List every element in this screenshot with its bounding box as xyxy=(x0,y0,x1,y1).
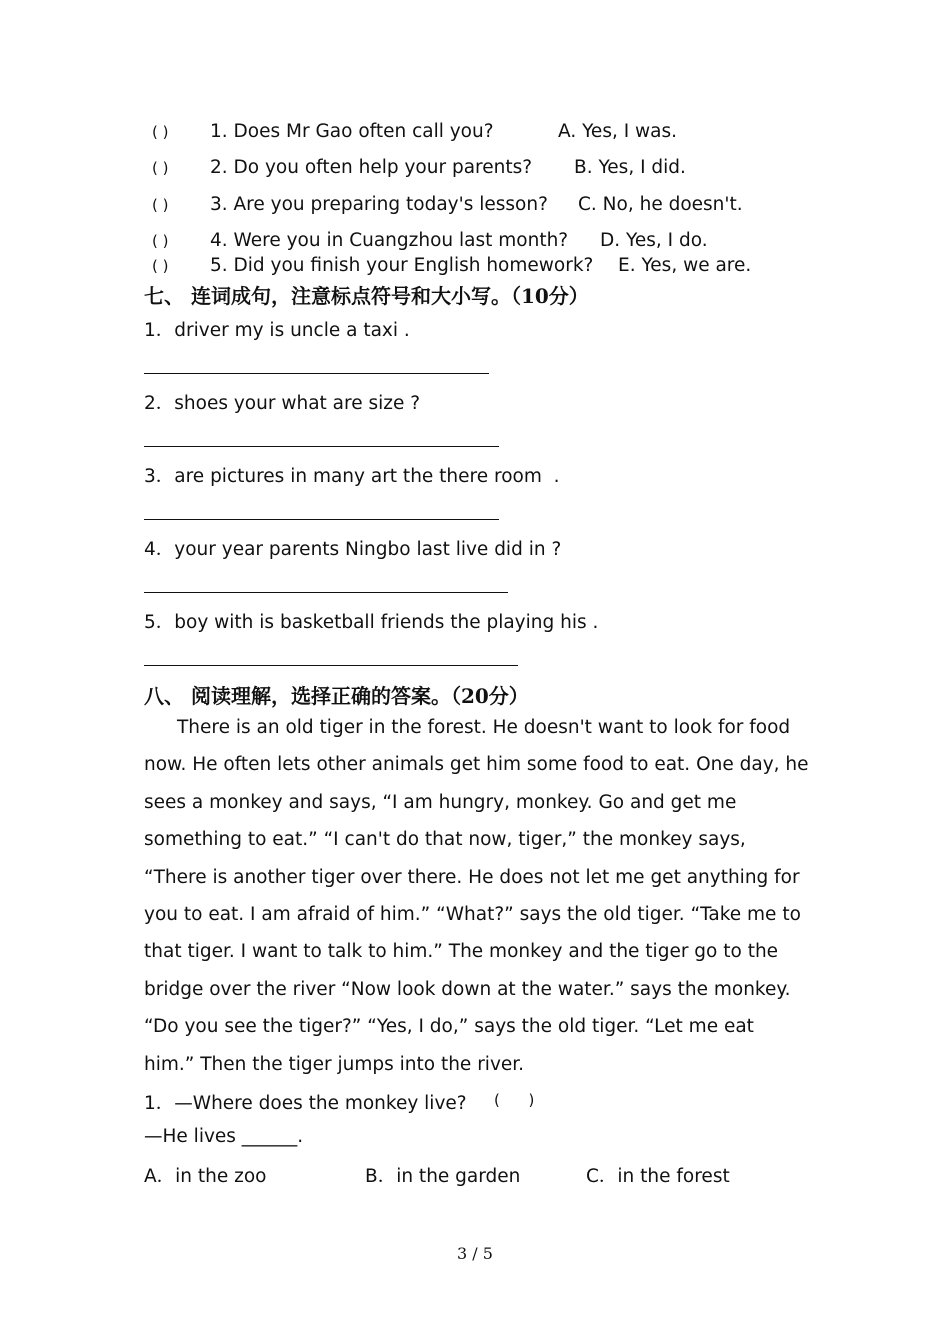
answer-line[interactable] xyxy=(144,665,518,666)
option-a[interactable]: A．in the zoo xyxy=(144,1166,267,1187)
match-question: 1. Does Mr Gao often call you? xyxy=(210,121,494,142)
question-blank-line: —He lives ______. xyxy=(144,1126,304,1147)
question-text: 1．—Where does the monkey live? xyxy=(144,1093,467,1114)
answer-bracket: ( ) xyxy=(152,196,169,214)
answer-bracket: ( ) xyxy=(494,1091,535,1109)
match-question: 4. Were you in Cuangzhou last month? xyxy=(210,230,569,251)
match-question: 3. Are you preparing today's lesson? xyxy=(210,194,548,215)
sentence-item: 2．shoes your what are size ? xyxy=(144,393,421,414)
option-b[interactable]: B．in the garden xyxy=(365,1166,521,1187)
page-number: 3 / 5 xyxy=(457,1244,493,1263)
section-title: 八、 阅读理解，选择正确的答案。（20分） xyxy=(144,684,529,708)
match-question: 2. Do you often help your parents? xyxy=(210,157,533,178)
match-answer: A. Yes, I was. xyxy=(558,121,678,142)
answer-line[interactable] xyxy=(144,519,499,520)
sentence-item: 4．your year parents Ningbo last live did in ? xyxy=(144,539,562,560)
match-answer: E. Yes, we are. xyxy=(618,255,752,276)
answer-line[interactable] xyxy=(144,373,489,374)
answer-bracket: ( ) xyxy=(152,232,169,250)
match-answer: B. Yes, I did. xyxy=(574,157,686,178)
section-title: 七、 连词成句，注意标点符号和大小写。（10分） xyxy=(144,284,589,308)
reading-passage: There is an old tiger in the forest. He doesn't want to look for food now. He often lets other animals get him some food to eat. One day, he sees a monkey and says, “I am hungry, monkey. Go and get me something to eat.” “I can't do that now, tiger,” the monkey says, “There is another tiger over there. He does not let me get anything for you to eat. I am afraid of him.” “What?” says the old tiger. “Take me to that tiger. I want to talk to him.” The monkey and the tiger go to the bridge over the river “Now look down at the water.” says the monkey. “Do you see the tiger?” “Yes, I do,” says the old tiger. “Let me eat him.” Then the tiger jumps into the river. xyxy=(144,717,809,1075)
answer-bracket: ( ) xyxy=(152,159,169,177)
answer-line[interactable] xyxy=(144,446,499,447)
match-answer: C. No, he doesn't. xyxy=(578,194,743,215)
option-c[interactable]: C．in the forest xyxy=(586,1166,730,1187)
sentence-item: 5．boy with is basketball friends the playing his . xyxy=(144,612,599,633)
match-question: 5. Did you finish your English homework? xyxy=(210,255,594,276)
answer-bracket: ( ) xyxy=(152,257,169,275)
sentence-item: 1．driver my is uncle a taxi . xyxy=(144,320,410,341)
answer-line[interactable] xyxy=(144,592,508,593)
sentence-item: 3．are pictures in many art the there room . xyxy=(144,466,560,487)
answer-bracket: ( ) xyxy=(152,123,169,141)
match-answer: D. Yes, I do. xyxy=(600,230,708,251)
